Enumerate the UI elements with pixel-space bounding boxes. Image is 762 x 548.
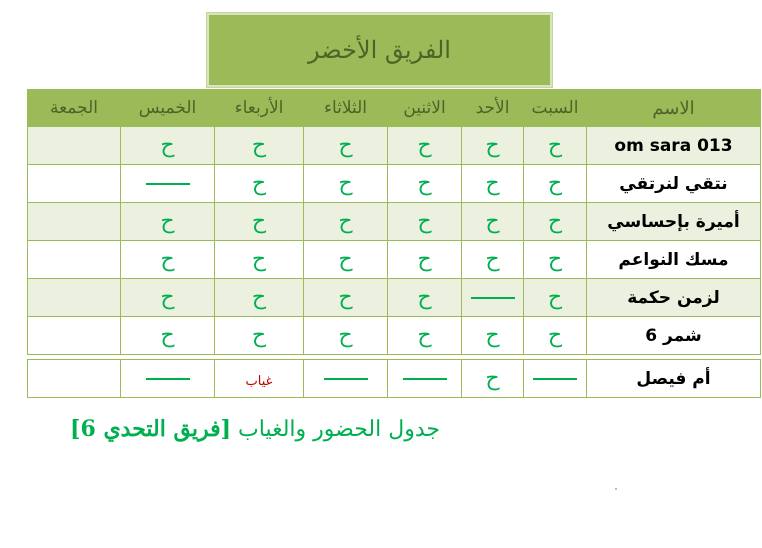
present-mark: ح	[524, 127, 587, 165]
header-sat: السبت	[524, 90, 587, 127]
present-mark: ح	[524, 203, 587, 241]
member-name: لزمن حكمة	[587, 279, 761, 317]
table-row	[28, 241, 761, 279]
member-name: نتقي لنرتقي	[587, 165, 761, 203]
present-mark: ح	[462, 360, 524, 398]
empty-cell	[28, 203, 121, 241]
dash-line	[471, 297, 515, 299]
dash-line	[146, 183, 190, 185]
present-mark: ح	[215, 127, 304, 165]
header-fri: الجمعة	[28, 90, 121, 127]
attendance-table	[27, 89, 761, 398]
dash-line	[324, 378, 368, 380]
table-row	[28, 360, 761, 398]
table-row	[28, 317, 761, 355]
present-mark: ح	[304, 317, 388, 355]
present-mark: ح	[121, 203, 215, 241]
empty-cell	[28, 317, 121, 355]
caption-team: [فريق التحدي 6]	[70, 416, 232, 442]
present-mark: ح	[388, 279, 462, 317]
present-mark: ح	[215, 279, 304, 317]
present-mark: ح	[121, 127, 215, 165]
present-mark: ح	[462, 241, 524, 279]
present-mark: ح	[524, 317, 587, 355]
team-title: الفريق الأخضر	[308, 36, 451, 64]
present-mark: ح	[462, 165, 524, 203]
table-row	[28, 127, 761, 165]
present-mark: ح	[462, 317, 524, 355]
present-mark: ح	[304, 165, 388, 203]
present-mark: ح	[462, 203, 524, 241]
present-mark: ح	[388, 317, 462, 355]
header-name: الاسم	[587, 90, 761, 127]
table-header-row	[28, 90, 761, 127]
header-wed: الأربعاء	[215, 90, 304, 127]
table-caption	[0, 416, 440, 442]
caption-text: جدول الحضور والغياب	[231, 417, 440, 442]
empty-cell	[28, 165, 121, 203]
present-mark: ح	[121, 317, 215, 355]
present-mark: ح	[215, 165, 304, 203]
header-tue: الثلاثاء	[304, 90, 388, 127]
member-name: om sara 013	[587, 127, 761, 165]
empty-cell	[28, 279, 121, 317]
header-mon: الاثنين	[388, 90, 462, 127]
empty-cell	[28, 360, 121, 398]
no-entry-dash	[524, 360, 587, 398]
no-entry-dash	[304, 360, 388, 398]
member-name: أم فيصل	[587, 360, 761, 398]
no-entry-dash	[388, 360, 462, 398]
present-mark: ح	[462, 127, 524, 165]
absent-mark	[215, 360, 304, 398]
absent-label: غياب	[245, 374, 273, 389]
present-mark: ح	[304, 241, 388, 279]
present-mark: ح	[524, 241, 587, 279]
present-mark: ح	[121, 279, 215, 317]
dash-line	[146, 378, 190, 380]
dash-line	[403, 378, 447, 380]
table-row	[28, 279, 761, 317]
present-mark: ح	[388, 165, 462, 203]
empty-cell	[28, 127, 121, 165]
header-thu: الخميس	[121, 90, 215, 127]
present-mark: ح	[121, 241, 215, 279]
present-mark: ح	[215, 241, 304, 279]
present-mark: ح	[524, 279, 587, 317]
present-mark: ح	[215, 317, 304, 355]
dash-line	[533, 378, 577, 380]
table-row	[28, 203, 761, 241]
table-row	[28, 165, 761, 203]
present-mark: ح	[388, 241, 462, 279]
member-name: أميرة بإحساسي	[587, 203, 761, 241]
present-mark: ح	[388, 203, 462, 241]
present-mark: ح	[304, 203, 388, 241]
header-sun: الأحد	[462, 90, 524, 127]
empty-cell	[28, 241, 121, 279]
no-entry-dash	[121, 360, 215, 398]
present-mark: ح	[388, 127, 462, 165]
present-mark: ح	[524, 165, 587, 203]
team-title-box	[207, 13, 552, 87]
present-mark: ح	[304, 279, 388, 317]
present-mark: ح	[215, 203, 304, 241]
present-mark: ح	[304, 127, 388, 165]
member-name: شمر 6	[587, 317, 761, 355]
stray-dot	[615, 488, 617, 490]
no-entry-dash	[121, 165, 215, 203]
no-entry-dash	[462, 279, 524, 317]
member-name: مسك النواعم	[587, 241, 761, 279]
